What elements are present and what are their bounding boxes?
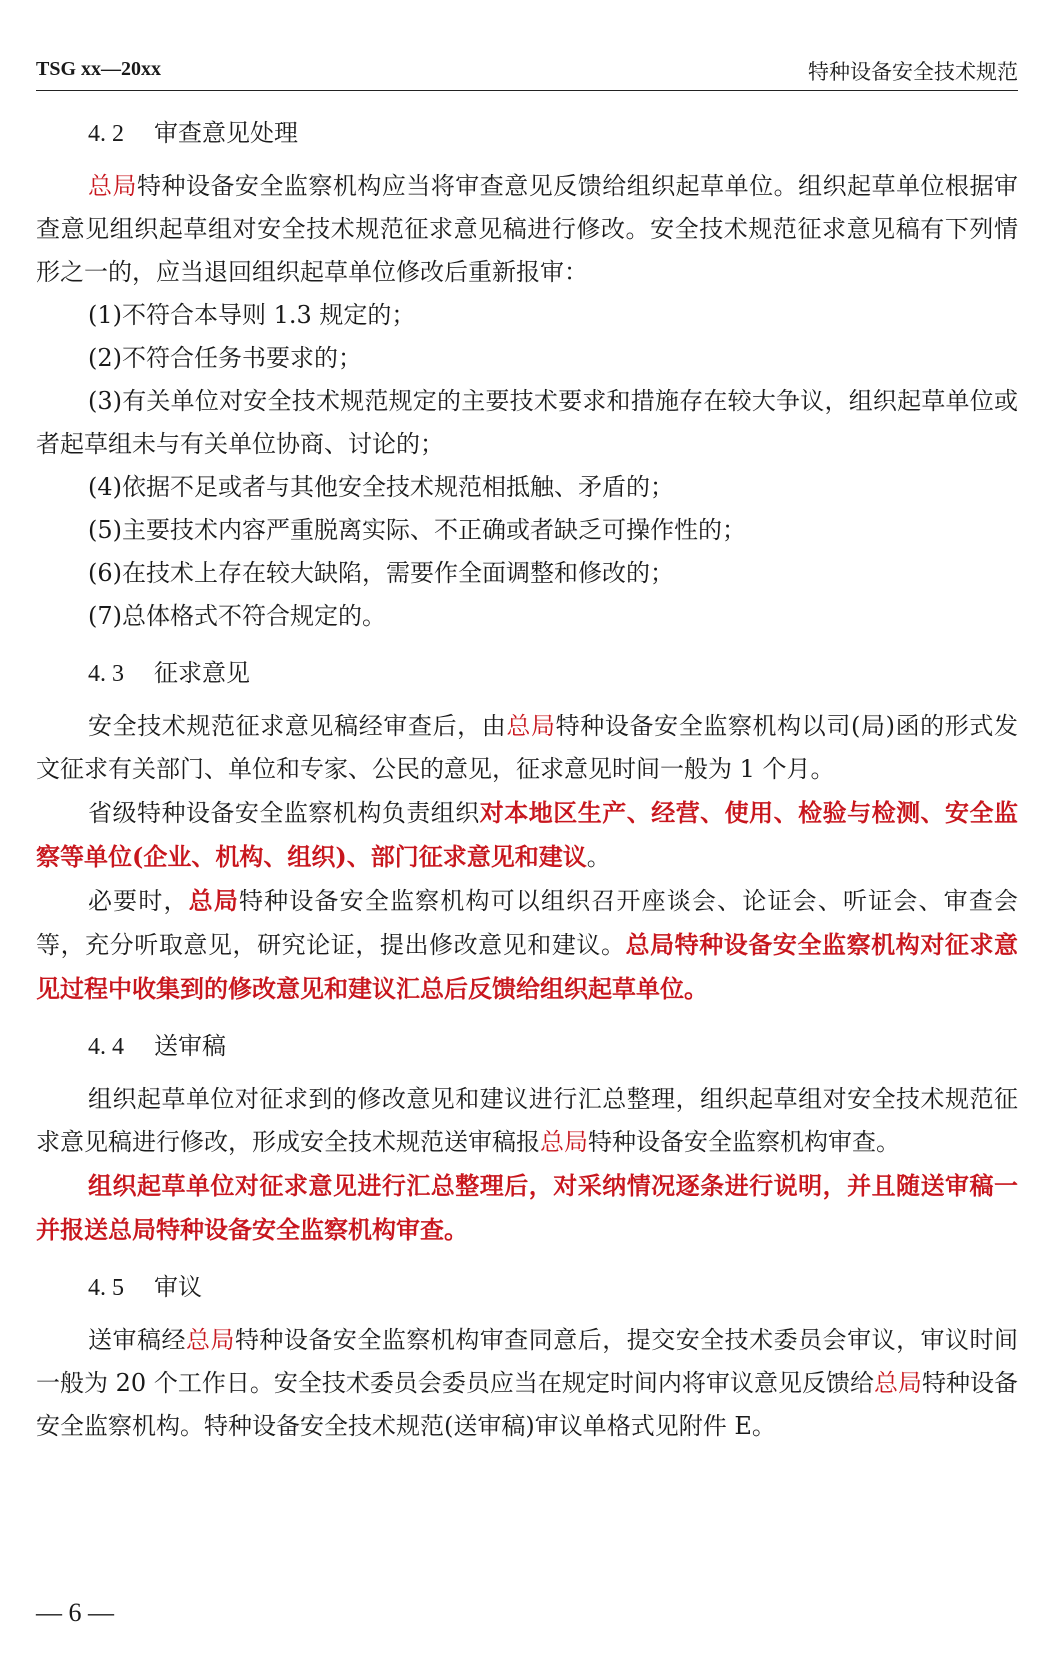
list-item: (7)总体格式不符合规定的。 [88, 602, 386, 630]
section-number: 4. 4 [88, 1034, 124, 1060]
paragraph [36, 791, 1018, 879]
body-text: 。 [586, 843, 611, 871]
section-number: 4. 5 [88, 1275, 124, 1301]
body-text: 特种设备安全监察机构。特种设备安全技术规范(送审稿)审议单格式见附件 E。 [36, 1369, 1019, 1440]
paragraph [36, 165, 1018, 294]
body-text: 特种设备安全监察机构应当将审查意见反馈给组织起草单位。组织起草单位根据审查意见组织起草组对安全技术规范征求意见稿进行修改。安全技术规范征求意见稿有下列情形之一的，应当退回组织起草单位修改后重新报审： [36, 172, 1019, 286]
highlight-text-bold: 总局 [188, 886, 240, 915]
list-item: (5)主要技术内容严重脱离实际、不正确或者缺乏可操作性的； [88, 516, 746, 544]
list-item: (2)不符合任务书要求的； [88, 344, 362, 372]
list-item: (6)在技术上存在较大缺陷，需要作全面调整和修改的； [88, 559, 674, 587]
list-item: (3)有关单位对安全技术规范规定的主要技术要求和措施存在较大争议，组织起草单位或者起草组未与有关单位协商、讨论的； [36, 387, 1018, 458]
section-heading-4-3 [36, 652, 1018, 695]
document-category: 特种设备安全技术规范 [808, 60, 1018, 84]
highlight-text-bold: 对本地区生产、经营、使用、检验与检测、安全监察等单位(企业、机构、组织)、部门征求意见和建议 [36, 798, 1019, 871]
list-item: (1)不符合本导则 1.3 规定的； [88, 301, 416, 329]
highlight-text-bold: 组织起草单位对征求意见进行汇总整理后，对采纳情况逐条进行说明，并且随送审稿一并报送总局特种设备安全监察机构审查。 [36, 1171, 1018, 1244]
section-title: 审议 [154, 1273, 202, 1301]
body-text: 安全技术规范征求意见稿经审查后，由 [88, 712, 507, 740]
section-title: 送审稿 [154, 1032, 226, 1060]
body-text: 特种设备安全监察机构审查同意后，提交安全技术委员会审议，审议时间一般为 20 个工作日。安全技术委员会委员应当在规定时间内将审议意见反馈给 [36, 1326, 1019, 1397]
section-heading-4-5 [36, 1266, 1018, 1309]
standard-code: TSG xx—20xx [36, 58, 162, 80]
highlight-text: 总局 [873, 1369, 922, 1397]
paragraph [36, 1078, 1018, 1164]
section-number: 4. 3 [88, 661, 124, 687]
section-heading-4-4 [36, 1025, 1018, 1068]
section-number: 4. 2 [88, 121, 124, 147]
section-title: 征求意见 [154, 659, 250, 687]
highlight-text-bold: 总局特种设备安全监察机构对征求意见过程中收集到的修改意见和建议汇总后反馈给组织起草单位。 [36, 930, 1019, 1003]
body-text: 送审稿经 [88, 1326, 186, 1354]
page-body [36, 112, 1018, 1448]
highlight-text: 总局 [88, 172, 137, 200]
body-text: 特种设备安全监察机构审查。 [588, 1128, 900, 1156]
body-text: 必要时， [88, 887, 189, 915]
body-text: 特种设备安全监察机构可以组织召开座谈会、论证会、听证会、审查会等，充分听取意见，研究论证，提出修改意见和建议。 [36, 887, 1019, 959]
body-text: 省级特种设备安全监察机构负责组织 [88, 799, 480, 827]
page-number: — 6 — [36, 1598, 114, 1627]
body-text: 特种设备安全监察机构以司(局)函的形式发文征求有关部门、单位和专家、公民的意见，征求意见时间一般为 1 个月。 [36, 712, 1019, 783]
list-item: (4)依据不足或者与其他安全技术规范相抵触、矛盾的； [88, 473, 674, 501]
paragraph [36, 705, 1018, 791]
paragraph [36, 1164, 1018, 1252]
section-title: 审查意见处理 [154, 119, 298, 147]
paragraph [36, 879, 1018, 1011]
paragraph [36, 1319, 1018, 1448]
highlight-text: 总局 [506, 712, 556, 740]
highlight-text: 总局 [540, 1128, 588, 1156]
section-heading-4-2 [36, 112, 1018, 155]
page-header [36, 50, 1018, 91]
highlight-text: 总局 [185, 1326, 235, 1354]
body-text: 组织起草单位对征求到的修改意见和建议进行汇总整理，组织起草组对安全技术规范征求意见稿进行修改，形成安全技术规范送审稿报 [36, 1085, 1018, 1156]
